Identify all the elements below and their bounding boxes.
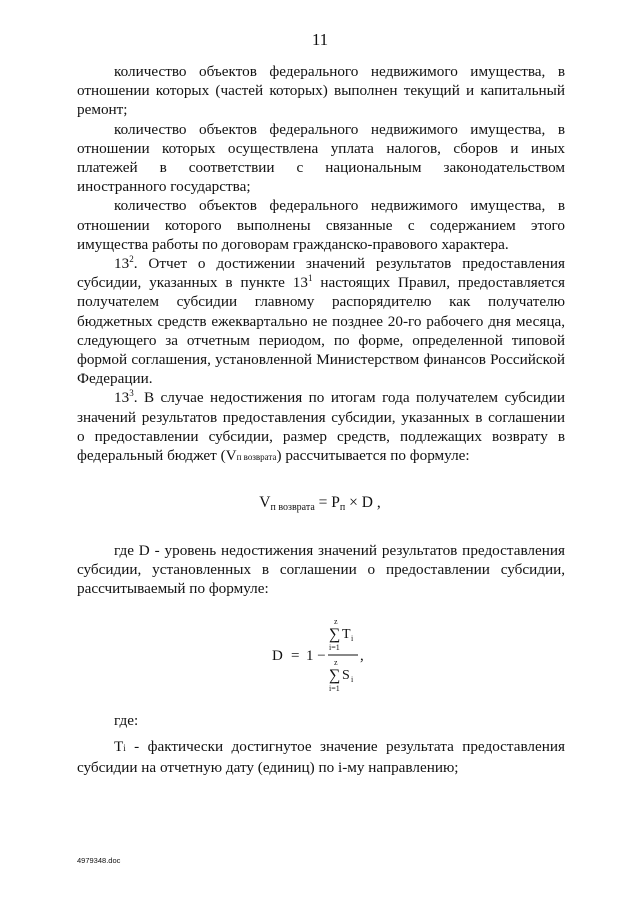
ti-subscript: i bbox=[123, 743, 126, 753]
paragraph-ti-definition bbox=[77, 737, 565, 777]
numerator-upper-limit: z bbox=[334, 617, 338, 626]
formula-equals: = bbox=[314, 494, 332, 511]
formula-v-subscript: п возврата bbox=[270, 502, 315, 513]
formula-comma: , bbox=[360, 648, 364, 664]
where-label: где: bbox=[114, 712, 139, 729]
formula-one-minus: 1 − bbox=[306, 648, 326, 664]
formula-v: V bbox=[259, 494, 271, 511]
clause-text-b: настоящих Правил, предоставляется получателем субсидии главному распорядителю как получателю бюджетных средств ежеквартально не позднее 20-го рабочего дня месяца, следующего за отчетным периодом, по форме, определенной типовой формой соглашения, установленной Министерством финансов Российской Федерации. bbox=[77, 274, 565, 388]
clause-superscript: 2 bbox=[129, 254, 134, 265]
document-body-middle bbox=[77, 541, 565, 599]
clause-text-b: ) рассчитывается по формуле: bbox=[276, 447, 470, 465]
denominator-lower-limit: i=1 bbox=[329, 684, 340, 693]
paragraph-taxes: количество объектов федерального недвижимого имущества, в отношении которых осуществлена уплата налогов, сборов и иных платежей в соответствии с национальным законодательством иностранного государства; bbox=[77, 120, 565, 196]
formula-shortfall-svg bbox=[272, 617, 392, 693]
reference-superscript: 1 bbox=[307, 273, 313, 284]
paragraph-where-d: где D - уровень недостижения значений результатов предоставления субсидии, установленных в соглашении о предоставлении субсидии, рассчитываемый по формуле: bbox=[77, 542, 565, 598]
formula-rest: × D , bbox=[345, 494, 381, 511]
paragraph-civil-contracts: количество объектов федерального недвижимого имущества, в отношении которого выполнены связанные с содержанием этого имущества работы по договорам гражданско-правового характера. bbox=[77, 197, 565, 253]
denominator-s: S bbox=[342, 668, 350, 683]
clause-text-a: . Отчет о достижении значений результатов предоставления субсидии, указанных в пункте 13 bbox=[77, 255, 565, 292]
subscript-return: п возврата bbox=[236, 452, 277, 463]
numerator-sum-sign: ∑ bbox=[329, 626, 341, 643]
denominator-upper-limit: z bbox=[334, 658, 338, 667]
numerator-lower-limit: i=1 bbox=[329, 643, 340, 652]
ti-text: - фактически достигнутое значение результата предоставления субсидии на отчетную дату (единиц) по i-му направлению; bbox=[77, 738, 565, 777]
page-number: 11 bbox=[311, 30, 329, 49]
document-body-top bbox=[77, 62, 565, 467]
formula-shortfall-level bbox=[272, 617, 392, 693]
paragraph-13-2 bbox=[77, 254, 565, 388]
document-filename: 4979348.doc bbox=[77, 856, 121, 865]
formula-d: D bbox=[272, 648, 283, 664]
formula-return-amount bbox=[0, 494, 640, 513]
clause-number: 13 bbox=[114, 255, 130, 273]
paragraph-13-3 bbox=[77, 388, 565, 467]
clause-number: 13 bbox=[114, 389, 130, 407]
formula-p-subscript: п bbox=[339, 502, 346, 513]
denominator-sum-sign: ∑ bbox=[329, 667, 341, 684]
numerator-t: T bbox=[342, 627, 351, 642]
formula-equals: = bbox=[291, 648, 300, 664]
document-body-bottom bbox=[77, 737, 565, 777]
formula-p: P bbox=[331, 494, 340, 511]
denominator-index: i bbox=[351, 675, 354, 684]
ti-symbol: Т bbox=[114, 738, 124, 755]
paragraph-repairs: количество объектов федерального недвижимого имущества, в отношении которых (частей которых) выполнен текущий и капитальный ремонт; bbox=[77, 63, 565, 119]
clause-text-a: . В случае недостижения по итогам года получателем субсидии значений результатов предоставления субсидии, указанных в соглашении о предоставлении субсидии, размер средств, подлежащих возврату в федеральный бюджет (V bbox=[77, 389, 565, 465]
numerator-index: i bbox=[351, 634, 354, 643]
clause-superscript: 3 bbox=[129, 388, 134, 399]
